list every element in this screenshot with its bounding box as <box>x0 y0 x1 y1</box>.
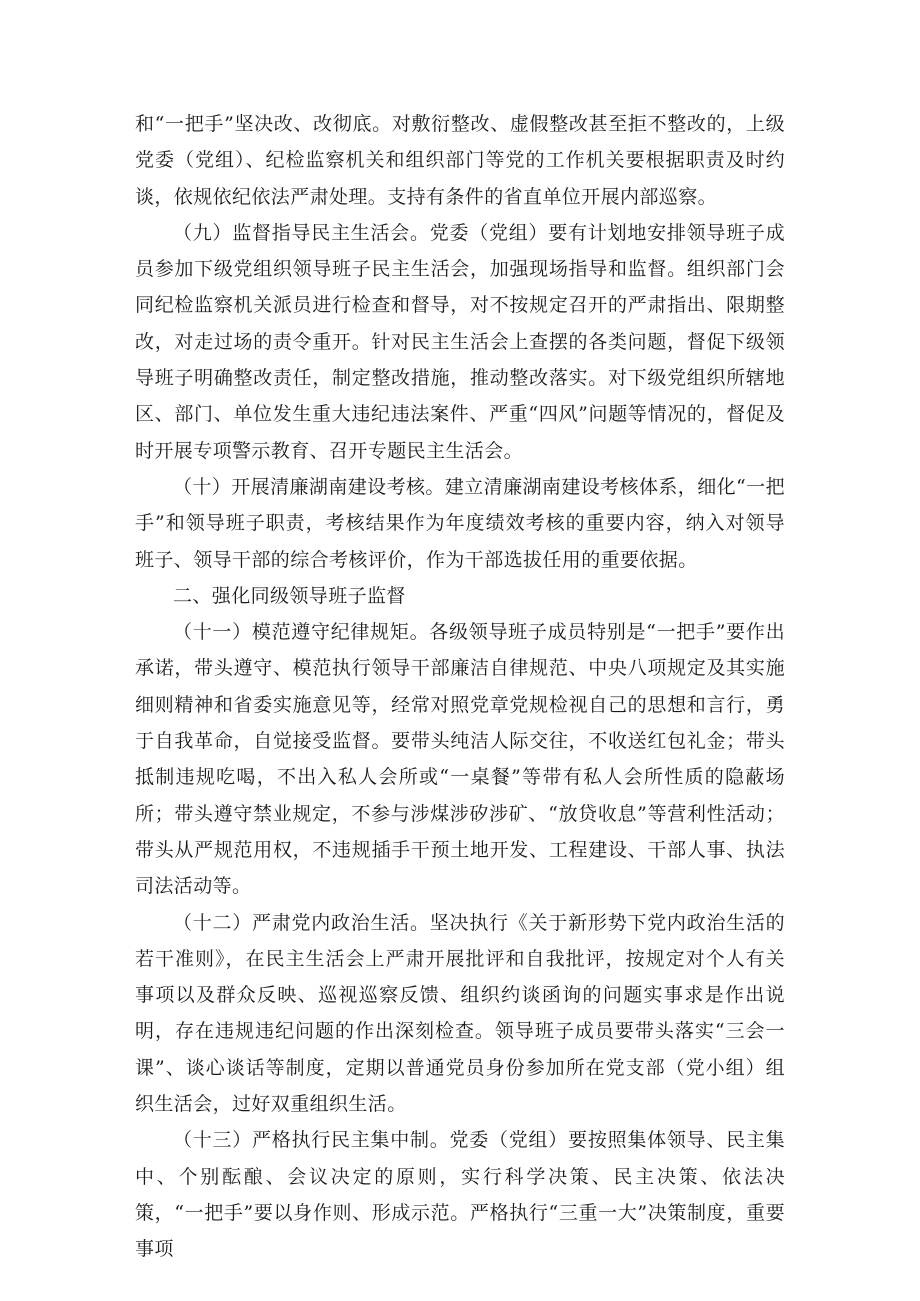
paragraph-item-9: （九）监督指导民主生活会。党委（党组）要有计划地安排领导班子成员参加下级党组织领导班子民主生活会，加强现场指导和监督。组织部门会同纪检监察机关派员进行检查和督导，对不按规定召开的严肃指出、限期整改，对走过场的责令重开。针对民主生活会上查摆的各类问题，督促下级领导班子明确整改责任，制定整改措施，推动整改落实。对下级党组织所辖地区、部门、单位发生重大违纪违法案件、严重“四风”问题等情况的，督促及时开展专项警示教育、召开专题民主生活会。 <box>135 221 785 462</box>
paragraph-item-10: （十）开展清廉湖南建设考核。建立清廉湖南建设考核体系，细化“一把手”和领导班子职责，考核结果作为年度绩效考核的重要内容，纳入对领导班子、领导干部的综合考核评价，作为干部选拔任用的重要依据。 <box>135 475 785 571</box>
paragraph-item-12: （十二）严肃党内政治生活。坚决执行《关于新形势下党内政治生活的若干准则》，在民主生活会上严肃开展批评和自我批评，按规定对个人有关事项以及群众反映、巡视巡察反馈、组织约谈函询的问题实事求是作出说明，存在违规违纪问题的作出深刻检查。领导班子成员要带头落实“三会一课”、谈心谈话等制度，定期以普通党员身份参加所在党支部（党小组）组织生活会，过好双重组织生活。 <box>135 911 785 1116</box>
paragraph-item-13: （十三）严格执行民主集中制。党委（党组）要按照集体领导、民主集中、个别酝酿、会议决定的原则，实行科学决策、民主决策、依法决策，“一把手”要以身作则、形成示范。严格执行“三重一大”决策制度，重要事项 <box>135 1129 785 1261</box>
document-body <box>135 106 785 1268</box>
section-heading: 二、强化同级领导班子监督 <box>173 584 406 607</box>
paragraph-continuation: 和“一把手”坚决改、改彻底。对敷衍整改、虚假整改甚至拒不整改的，上级党委（党组）、纪检监察机关和组织部门等党的工作机关要根据职责及时约谈，依规依纪依法严肃处理。支持有条件的省直单位开展内部巡察。 <box>135 113 785 208</box>
paragraph-item-11: （十一）模范遵守纪律规矩。各级领导班子成员特别是“一把手”要作出承诺，带头遵守、模范执行领导干部廉洁自律规范、中央八项规定及其实施细则精神和省委实施意见等，经常对照党章党规检视自己的思想和言行，勇于自我革命，自觉接受监督。要带头纯洁人际交往，不收送红包礼金；带头抵制违规吃喝，不出入私人会所或“一桌餐”等带有私人会所性质的隐蔽场所；带头遵守禁业规定，不参与涉煤涉矽涉矿、“放贷收息”等营利性活动；带头从严规范用权，不违规插手干预土地开发、工程建设、干部人事、执法司法活动等。 <box>135 621 785 898</box>
